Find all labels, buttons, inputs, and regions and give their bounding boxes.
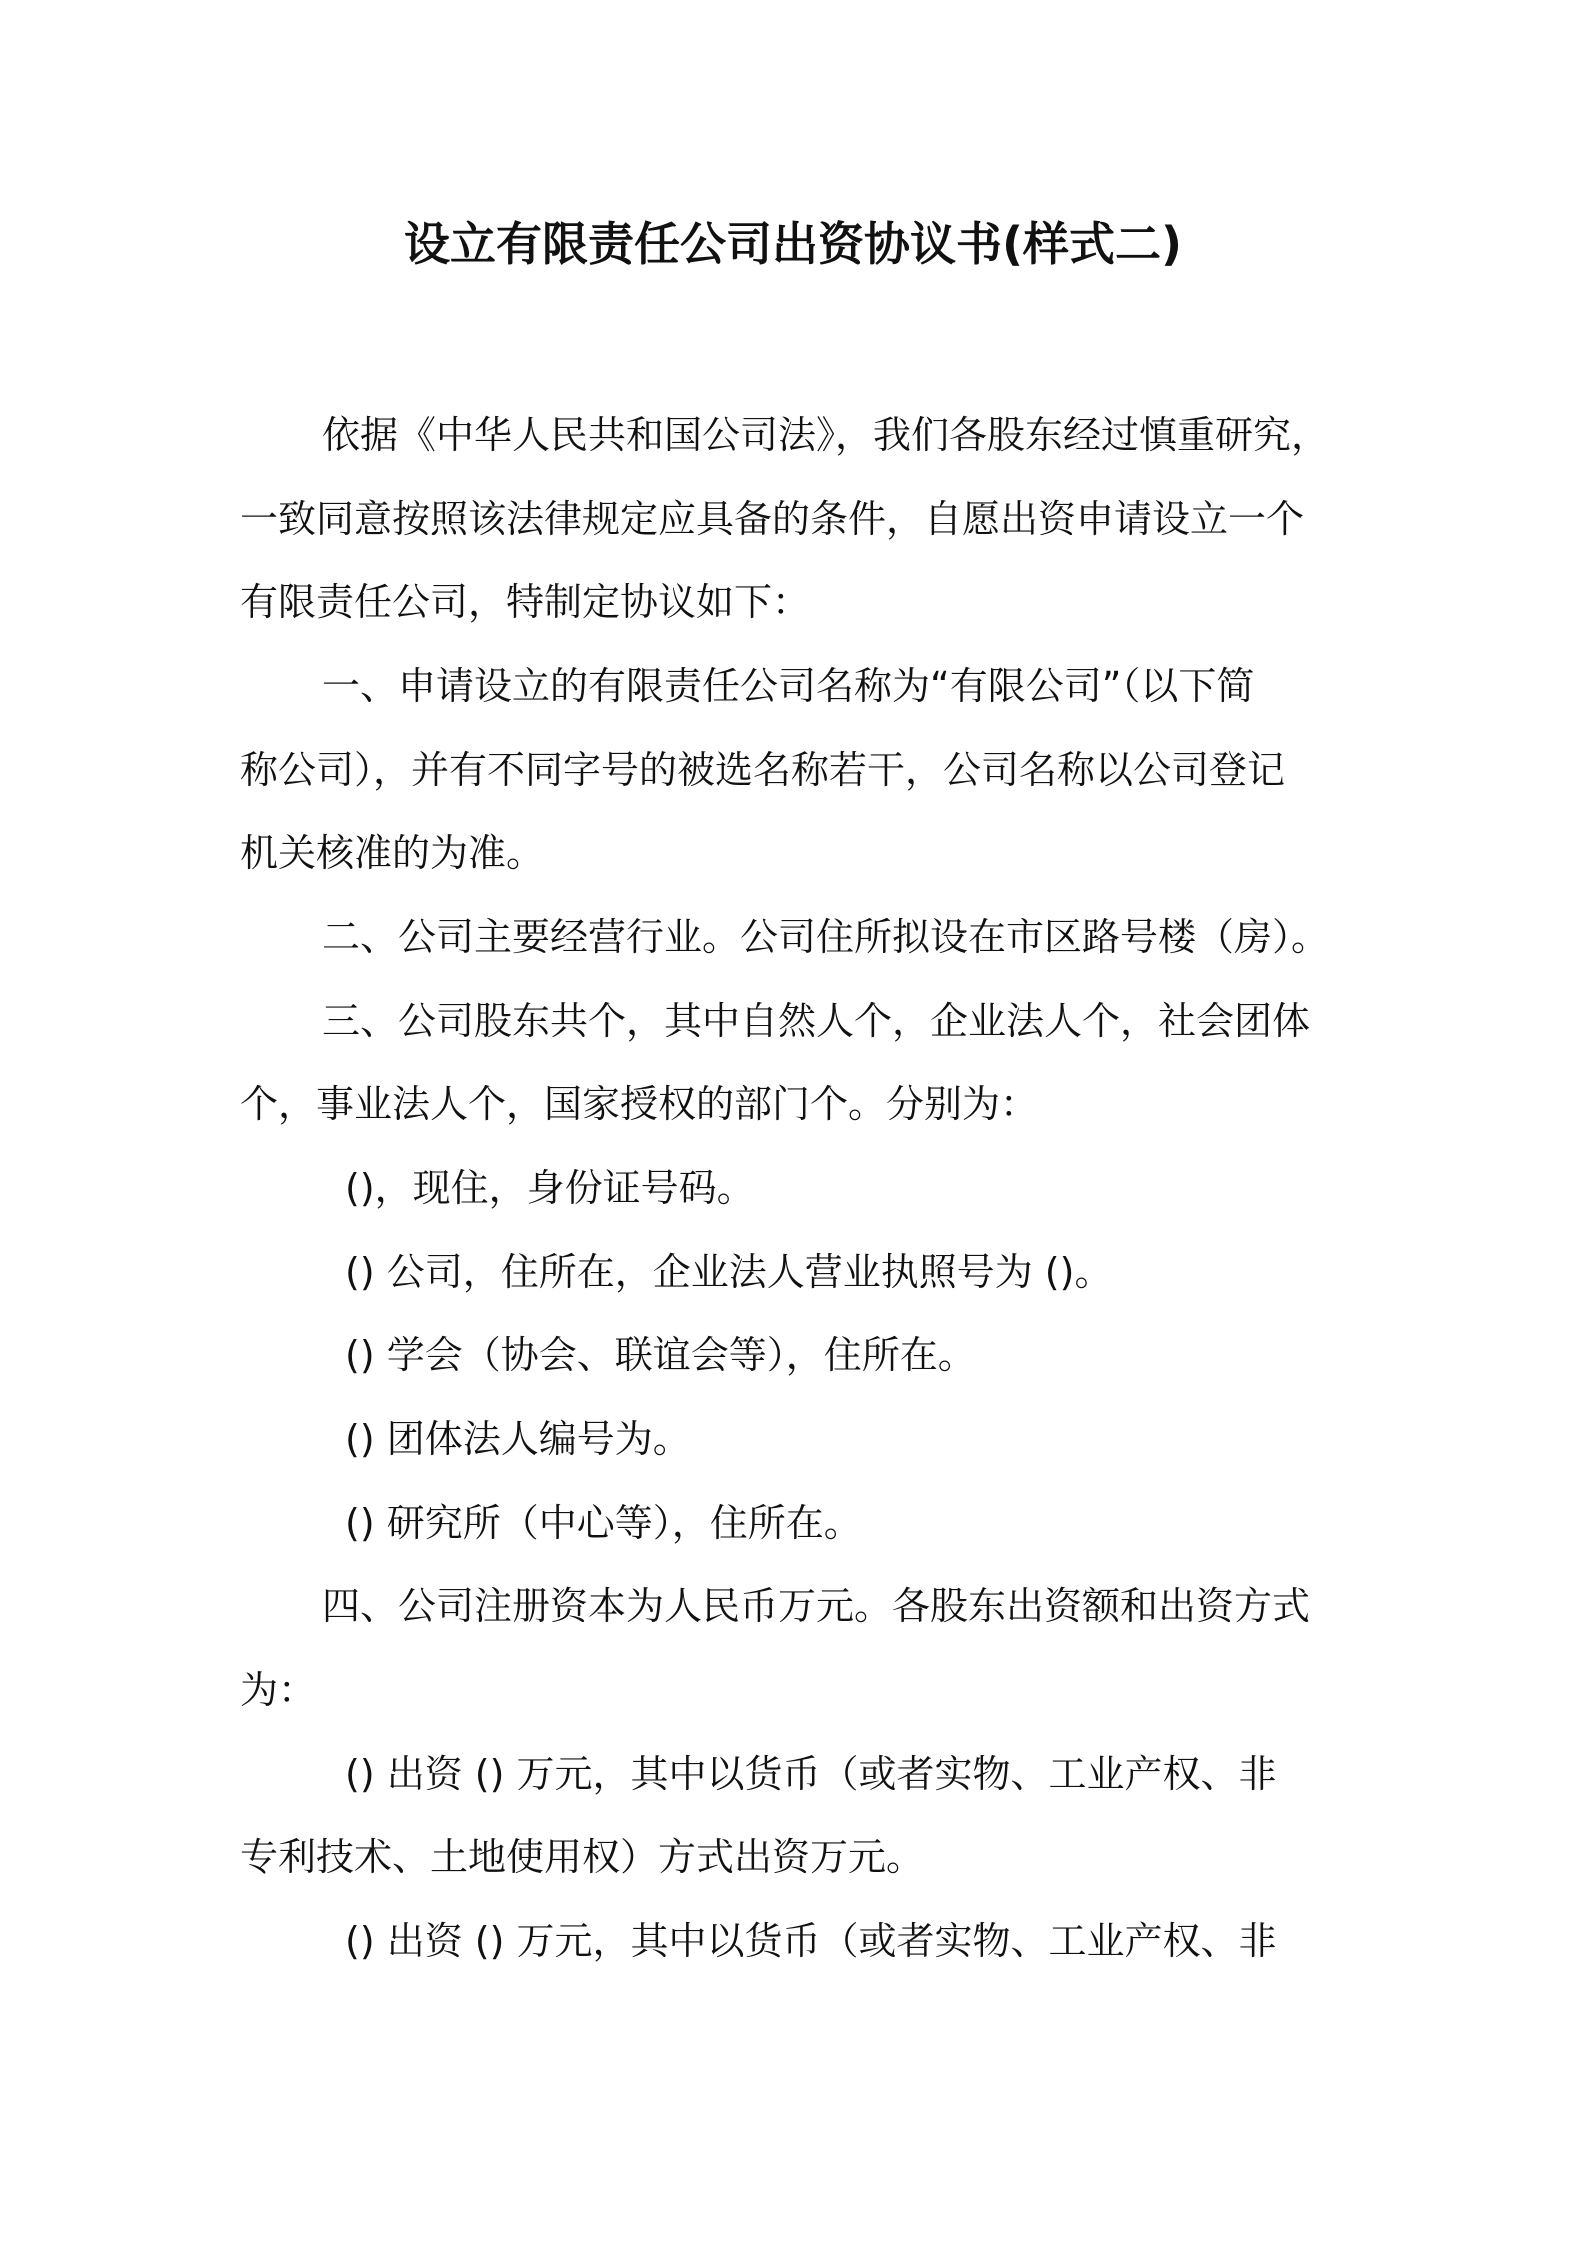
document-title: 设立有限责任公司出资协议书(样式二) <box>403 217 1183 271</box>
clause-1-line: 机关核准的为准。 <box>240 831 545 875</box>
paragraph-line: 一致同意按照该法律规定应具备的条件，自愿出资申请设立一个 <box>240 497 1305 541</box>
paragraph-line: 依据《中华人民共和国公司法》，我们各股东经过慎重研究， <box>322 413 1330 457</box>
clause-4-line: 四、公司注册资本为人民币万元。各股东出资额和出资方式 <box>322 1584 1311 1628</box>
contribution-item: 专利技术、土地使用权）方式出资万元。 <box>240 1835 925 1879</box>
shareholder-item: () 学会（协会、联谊会等），住所在。 <box>345 1333 976 1377</box>
shareholder-item: ()，现住，身份证号码。 <box>345 1166 755 1210</box>
clause-3-line: 个，事业法人个，国家授权的部门个。分别为： <box>240 1082 1039 1126</box>
clause-3-line: 三、公司股东共个，其中自然人个，企业法人个，社会团体 <box>322 999 1311 1043</box>
paragraph-line: 有限责任公司，特制定协议如下： <box>240 580 811 624</box>
shareholder-item: () 公司，住所在，企业法人营业执照号为 ()。 <box>345 1250 1113 1294</box>
contribution-item: () 出资 () 万元，其中以货币（或者实物、工业产权、非 <box>345 1752 1277 1796</box>
shareholder-item: () 团体法人编号为。 <box>345 1417 691 1461</box>
clause-2-line: 二、公司主要经营行业。公司住所拟设在市区路号楼（房）。 <box>322 915 1330 959</box>
clause-4-line: 为： <box>240 1668 317 1712</box>
clause-1-line: 一、申请设立的有限责任公司名称为“有限公司”（以下简 <box>322 664 1255 708</box>
clause-1-line: 称公司），并有不同字号的被选名称若干，公司名称以公司登记 <box>240 748 1286 792</box>
contribution-item: () 出资 () 万元，其中以货币（或者实物、工业产权、非 <box>345 1919 1277 1963</box>
shareholder-item: () 研究所（中心等），住所在。 <box>345 1501 862 1545</box>
